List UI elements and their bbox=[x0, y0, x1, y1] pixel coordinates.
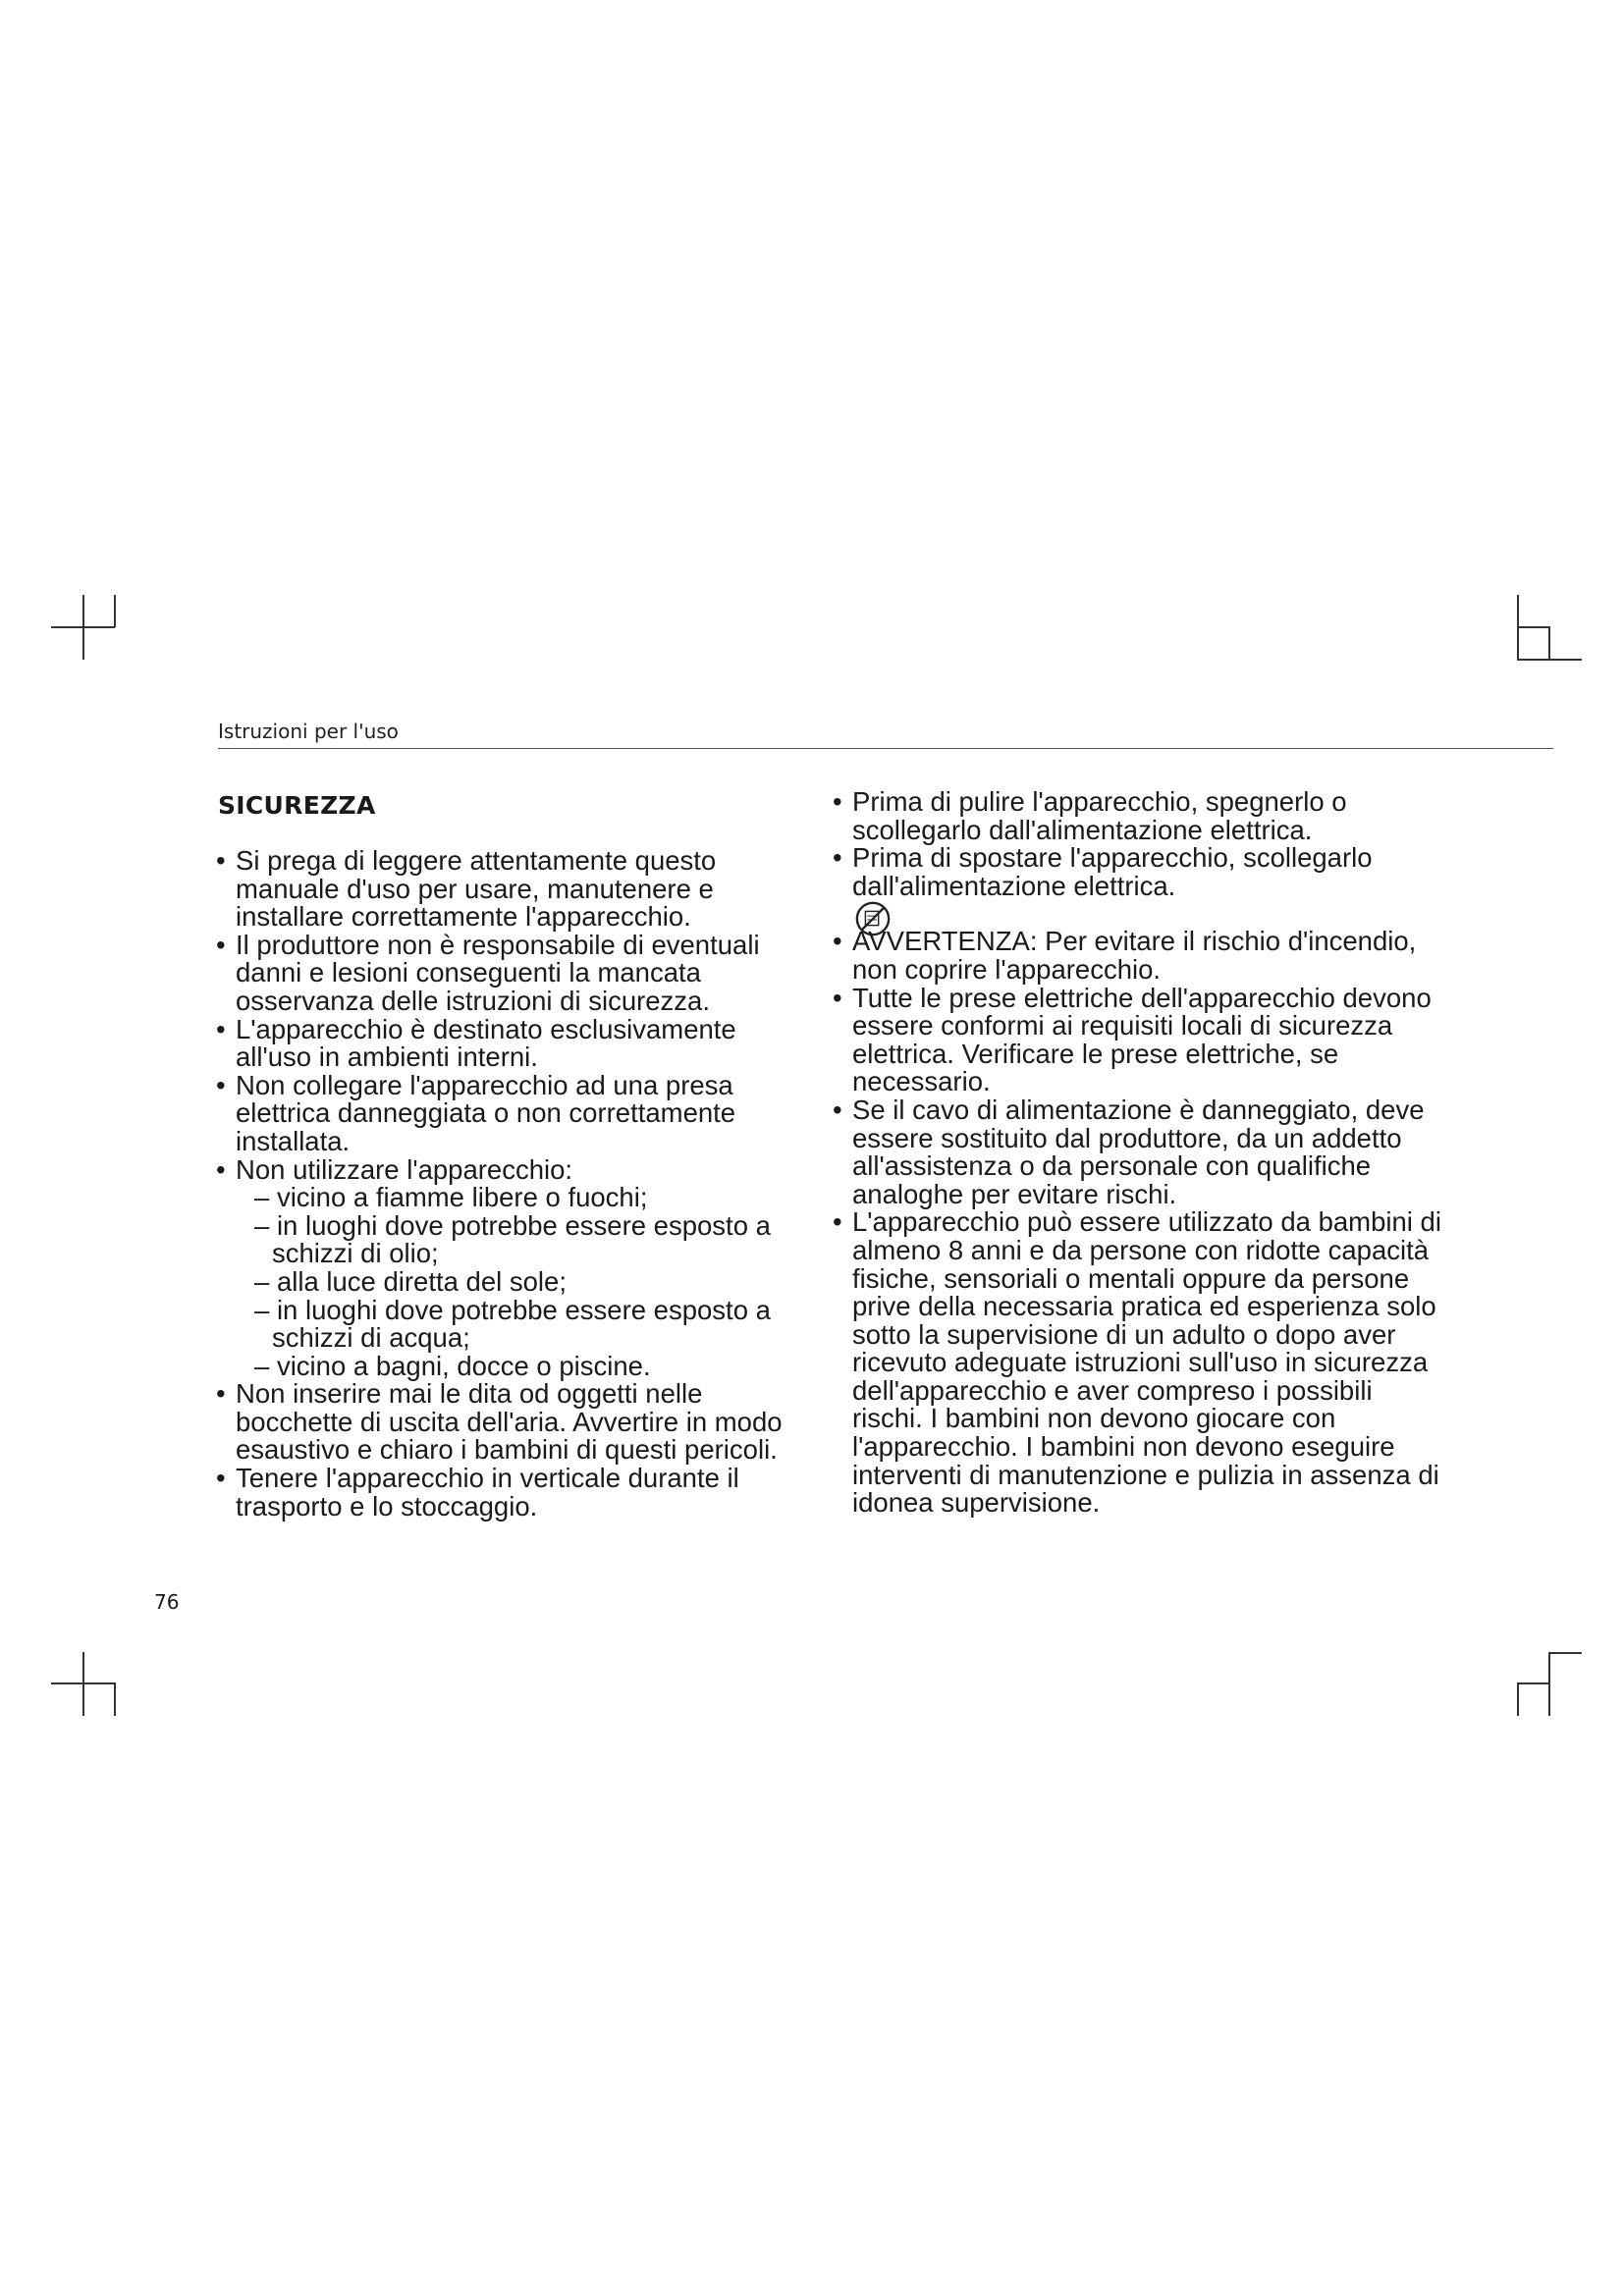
right-column bbox=[833, 788, 1441, 1518]
list-item: • Tutte le prese elettriche dell'apparecchio devono essere conformi ai requisiti locali di sicurezza elettrica. Verificare le prese elettriche, se necessario. bbox=[833, 982, 1432, 1097]
sub-list-item: – vicino a fiamme libere o fuochi; bbox=[254, 1182, 648, 1213]
left-column bbox=[216, 847, 805, 1521]
list-item: • Non inserire mai le dita od oggetti nelle bocchette di uscita dell'aria. Avvertire in modo esaustivo e chiaro i bambini di questi pericoli. bbox=[216, 1378, 783, 1466]
sub-list-item: – vicino a bagni, docce o piscine. bbox=[254, 1350, 651, 1381]
list-item: • Si prega di leggere attentamente questo manuale d'uso per usare, manutenere e installare correttamente l'apparecchio. bbox=[216, 845, 717, 933]
header-rule bbox=[218, 748, 1553, 749]
list-item: • Il produttore non è responsabile di eventuali danni e lesioni conseguenti la mancata osservanza delle istruzioni di sicurezza. bbox=[216, 929, 760, 1016]
list-item: • Non utilizzare l'apparecchio: bbox=[216, 1153, 573, 1185]
list-item: • Se il cavo di alimentazione è danneggiato, deve essere sostituito dal produttore, da un addetto all'assistenza o da personale con qualifiche analoghe per evitare rischi. bbox=[833, 1094, 1425, 1209]
sub-list-item: – in luoghi dove potrebbe essere esposto a schizzi di acqua; bbox=[254, 1294, 771, 1354]
list-item: • L'apparecchio è destinato esclusivamente all'uso in ambienti interni. bbox=[216, 1013, 736, 1073]
warning-item: • AVVERTENZA: Per evitare il rischio d'incendio, non coprire l'apparecchio. bbox=[833, 926, 1417, 985]
sub-list-item: – alla luce diretta del sole; bbox=[254, 1265, 567, 1297]
section-title: SICUREZZA bbox=[218, 791, 376, 820]
page-number: 76 bbox=[154, 1590, 180, 1614]
list-item: • Non collegare l'apparecchio ad una presa elettrica danneggiata o non correttamente installata. bbox=[216, 1069, 736, 1156]
list-item: • L'apparecchio può essere utilizzato da bambini di almeno 8 anni e da persone con ridotte capacità fisiche, sensoriali o mentali oppure da persone prive della necessaria pratica ed esperienza solo sotto la supervisione di un adulto o dopo aver ricevuto adeguate istruzioni sull'uso in sicurezza dell'apparecchio e aver compreso i possibili rischi. I bambini non devono giocare con l'apparecchio. I bambini non devono eseguire interventi di manutenzione e pulizia in assenza di idonea supervisione. bbox=[833, 1206, 1441, 1519]
list-item: • Tenere l'apparecchio in verticale durante il trasporto e lo stoccaggio. bbox=[216, 1463, 739, 1522]
sub-list-item: – in luoghi dove potrebbe essere esposto a schizzi di olio; bbox=[254, 1209, 771, 1269]
running-header: Istruzioni per l'uso bbox=[218, 720, 399, 743]
list-item: • Prima di spostare l'apparecchio, scollegarlo dall'alimentazione elettrica. bbox=[833, 842, 1373, 901]
list-item: • Prima di pulire l'apparecchio, spegnerlo o scollegarlo dall'alimentazione elettrica. bbox=[833, 786, 1347, 845]
